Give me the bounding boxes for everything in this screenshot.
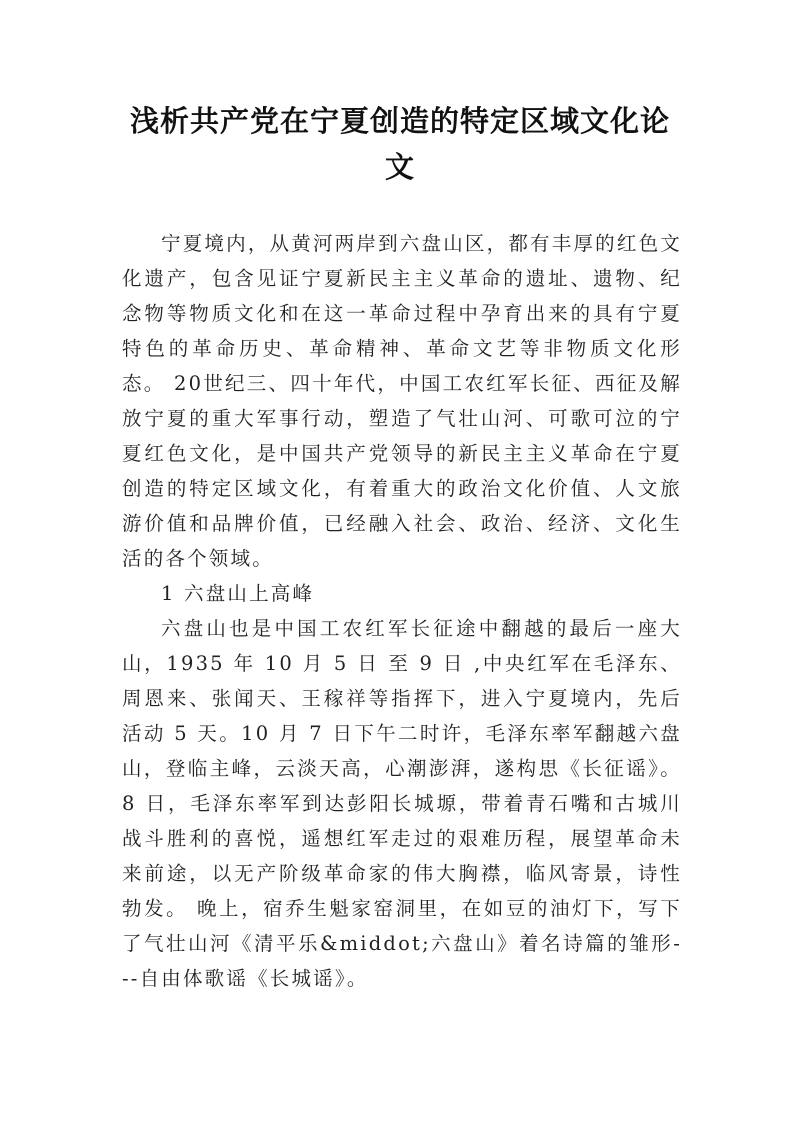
document-body [122, 226, 682, 996]
intro-paragraph: 宁夏境内，从黄河两岸到六盘山区，都有丰厚的红色文化遗产，包含见证宁夏新民主主义革命的遗址、遗物、纪念物等物质文化和在这一革命过程中孕育出来的具有宁夏特色的革命历史、革命精神、革命文艺等非物质文化形态。 20世纪三、四十年代，中国工农红军长征、西征及解放宁夏的重大军事行动，塑造了气壮山河、可歌可泣的宁夏红色文化，是中国共产党领导的新民主主义革命在宁夏创造的特定区域文化，有着重大的政治文化价值、人文旅游价值和品牌价值，已经融入社会、政治、经济、文化生活的各个领域。 [122, 232, 682, 570]
section-heading: 1 六盘山上高峰 [161, 582, 315, 605]
document-title: 浅析共产党在宁夏创造的特定区域文化论文 [129, 104, 670, 184]
section-paragraph: 六盘山也是中国工农红军长征途中翻越的最后一座大山，1935 年 10 月 5 日 至 9 日 ,中央红军在毛泽东、周恩来、张闻天、王稼祥等指挥下，进入宁夏境内，先后活动 5 天。10 月 7 日下午二时许，毛泽东率军翻越六盘山，登临主峰，云淡天高，心潮澎湃，遂构思《长征谣》。 8 日，毛泽东率军到达彭阳长城塬，带着青石嘴和古城川战斗胜利的喜悦，遥想红军走过的艰难历程，展望革命未来前途，以无产阶级革命家的伟大胸襟，临风寄景，诗性勃发。 晚上，宿乔生魁家窑洞里，在如豆的油灯下，写下了气壮山河《清平乐&middot;六盘山》着名诗篇的雏形---自由体歌谣《长城谣》。 [122, 617, 682, 990]
